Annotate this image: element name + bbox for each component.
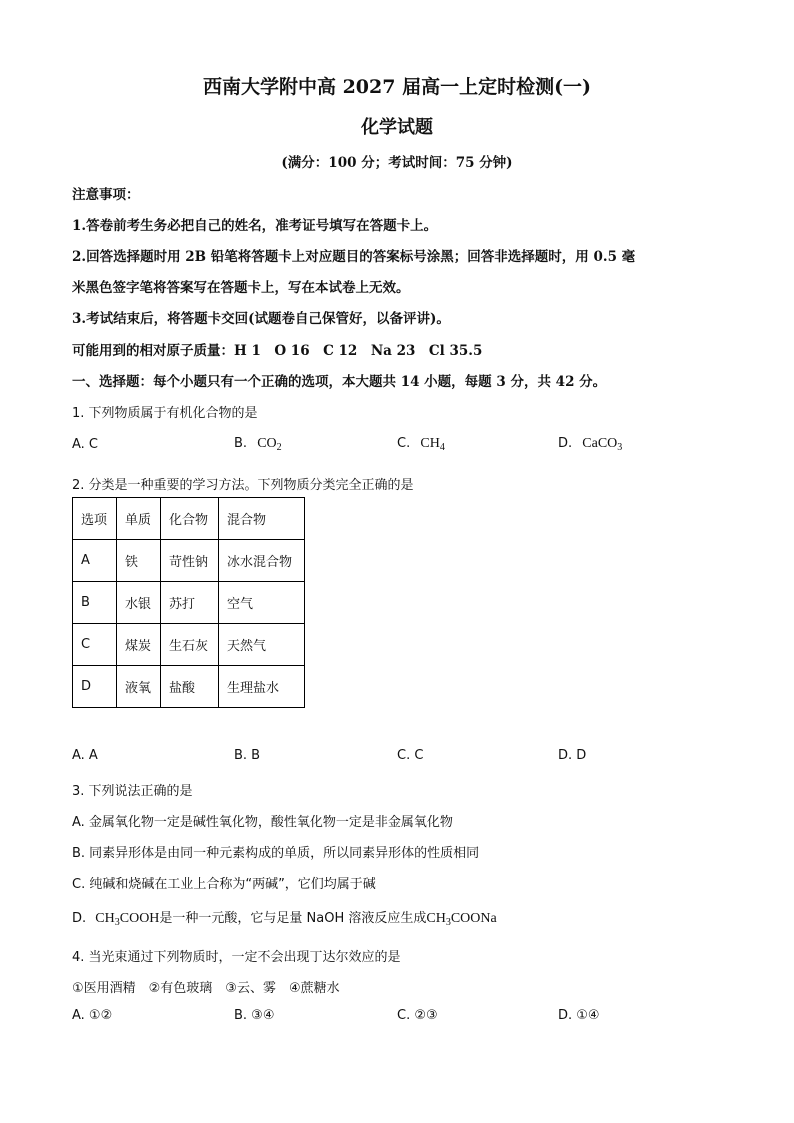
formula-subscript: 4 [439, 442, 445, 453]
note-item: 3.考试结束后，将答题卡交回(试题卷自己保管好，以备评讲)。 [72, 311, 450, 327]
table-cell: 生石灰 [161, 624, 219, 666]
table-header: 选项 [73, 498, 117, 540]
q2-option-b: B. B [234, 748, 261, 763]
q1-option-b [234, 436, 282, 452]
q3-option-d [72, 907, 497, 927]
note-item: 1.答卷前考生务必把自己的姓名，准考证号填写在答题卡上。 [72, 218, 438, 234]
formula-ch4 [420, 436, 444, 451]
table-header: 化合物 [161, 498, 219, 540]
option-label: D. [558, 436, 573, 451]
formula-subscript: 2 [276, 442, 282, 453]
question-2-stem: 2. 分类是一种重要的学习方法。下列物质分类完全正确的是 [72, 478, 414, 493]
table-cell: 空气 [219, 582, 305, 624]
section-heading: 一、选择题：每个小题只有一个正确的选项，本大题共 14 小题，每题 3 分，共 42 分。 [72, 374, 607, 390]
formula-subscript: 3 [445, 917, 451, 928]
formula-part: CH [95, 911, 115, 926]
q2-option-c: C. C [397, 748, 424, 763]
q3-option-a: A. 金属氧化物一定是碱性氧化物，酸性氧化物一定是非金属氧化物 [72, 815, 453, 830]
table-cell: 生理盐水 [219, 666, 305, 708]
subject-title: 化学试题 [361, 117, 433, 138]
table-header: 混合物 [219, 498, 305, 540]
formula-part: CH [426, 911, 446, 926]
table-header-row [73, 498, 305, 540]
q4-option-d: D. ①④ [558, 1008, 600, 1023]
option-label: B. [234, 436, 248, 451]
question-1-stem: 1. 下列物质属于有机化合物的是 [72, 406, 258, 421]
formula-subscript: 3 [114, 917, 120, 928]
q1-option-d [558, 436, 622, 452]
option-label: D. [72, 911, 87, 926]
formula-part: COONa [450, 911, 497, 926]
q4-option-a: A. ①② [72, 1008, 113, 1023]
table-cell: 煤炭 [117, 624, 161, 666]
table-cell: 液氧 [117, 666, 161, 708]
q2-option-d: D. D [558, 748, 587, 763]
table-cell: 冰水混合物 [219, 540, 305, 582]
formula-acetic-acid [95, 911, 159, 926]
table-cell: A [73, 540, 117, 582]
table-cell: 盐酸 [161, 666, 219, 708]
table-cell: 铁 [117, 540, 161, 582]
table-row [73, 624, 305, 666]
table-row [73, 540, 305, 582]
formula-main: CaCO [582, 436, 618, 451]
question-4-stem: 4. 当光束通过下列物质时，一定不会出现丁达尔效应的是 [72, 950, 401, 965]
q4-option-b: B. ③④ [234, 1008, 275, 1023]
q1-option-c [397, 436, 445, 452]
formula-caco3 [582, 436, 622, 451]
atomic-masses: 可能用到的相对原子质量：H 1 O 16 C 12 Na 23 Cl 35.5 [72, 343, 483, 359]
table-cell: C [73, 624, 117, 666]
table-row [73, 666, 305, 708]
formula-main: CO [257, 436, 277, 451]
formula-subscript: 3 [617, 442, 623, 453]
table-row [73, 582, 305, 624]
table-cell: 天然气 [219, 624, 305, 666]
table-cell: 苛性钠 [161, 540, 219, 582]
q2-option-a: A. A [72, 748, 98, 763]
exam-title: 西南大学附中高 2027 届高一上定时检测(一) [202, 76, 592, 98]
classification-table [72, 497, 305, 708]
note-item: 米黑色签字笔将答案写在答题卡上，写在本试卷上无效。 [72, 280, 410, 296]
table-cell: 苏打 [161, 582, 219, 624]
q4-items: ①医用酒精 ②有色玻璃 ③云、雾 ④蔗糖水 [72, 981, 340, 996]
question-3-stem: 3. 下列说法正确的是 [72, 784, 193, 799]
table-cell: B [73, 582, 117, 624]
q3-option-c: C. 纯碱和烧碱在工业上合称为“两碱”，它们均属于碱 [72, 877, 376, 892]
table-cell: D [73, 666, 117, 708]
q3-option-b: B. 同素异形体是由同一种元素构成的单质，所以同素异形体的性质相同 [72, 846, 480, 861]
table-cell: 水银 [117, 582, 161, 624]
notes-heading: 注意事项： [72, 187, 140, 203]
formula-sodium-acetate [426, 911, 496, 926]
exam-meta: (满分：100 分；考试时间：75 分钟) [281, 155, 513, 171]
option-text: 是一种一元酸，它与足量 NaOH 溶液反应生成 [159, 911, 427, 926]
q4-option-c: C. ②③ [397, 1008, 438, 1023]
formula-co2 [257, 436, 281, 451]
formula-main: CH [420, 436, 440, 451]
table-header: 单质 [117, 498, 161, 540]
note-item: 2.回答选择题时用 2B 铅笔将答题卡上对应题目的答案标号涂黑；回答非选择题时，用 0.5 毫 [72, 249, 636, 265]
q1-option-a: A. C [72, 437, 99, 452]
option-label: C. [397, 436, 411, 451]
formula-part: COOH [119, 911, 160, 926]
